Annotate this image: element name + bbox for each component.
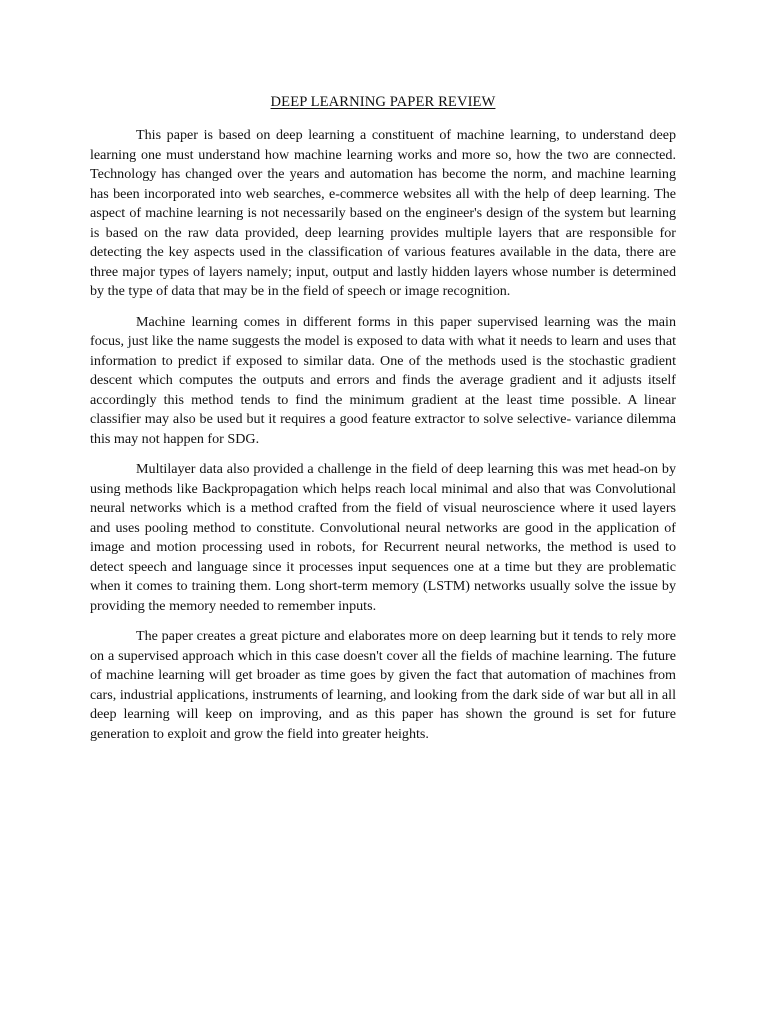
paragraph-4: The paper creates a great picture and elaborates more on deep learning but it tends to rely more on a supervised approach which in this case doesn't cover all the fields of machine learning. The future of machine learning will get broader as time goes by given the fact that automation of machines from cars, industrial applications, instruments of learning, and looking from the dark side of war but all in all deep learning will keep on improving, and as this paper has shown the ground is set for future generation to exploit and grow the field into greater heights. (90, 628, 676, 742)
paragraph-2: Machine learning comes in different forms in this paper supervised learning was the main focus, just like the name suggests the model is exposed to data with what it needs to learn and uses that information to predict if exposed to similar data. One of the methods used is the stochastic gradient descent which computes the outputs and errors and finds the average gradient and it adjusts itself accordingly this method tends to find the minimum gradient at the least time possible. A linear classifier may also be used but it requires a good feature extractor to solve selective- variance dilemma this may not happen for SDG. (90, 313, 676, 447)
document-body (90, 93, 676, 755)
document-title: DEEP LEARNING PAPER REVIEW (270, 94, 496, 110)
paragraph-1: This paper is based on deep learning a constituent of machine learning, to understand deep learning one must understand how machine learning works and more so, how the two are connected. Technology has changed over the years and automation has become the norm, and machine learning has been incorporated into web searches, e-commerce websites all with the help of deep learning. The aspect of machine learning is not necessarily based on the engineer's design of the system but learning is based on the raw data provided, deep learning provides multiple layers that are responsible for detecting the key aspects used in the classification of various features available in the data, there are three major types of layers namely; input, output and lastly hidden layers whose number is determined by the type of data that may be in the field of speech or image recognition. (90, 127, 676, 299)
paragraph-3: Multilayer data also provided a challenge in the field of deep learning this was met head-on by using methods like Backpropagation which helps reach local minimal and also that was Convolutional neural networks which is a method crafted from the field of visual neuroscience where it used layers and uses pooling method to constitute. Convolutional neural networks are good in the application of image and motion processing used in robots, for Recurrent neural networks, the method is used to detect speech and language since it processes input sequences one at a time but they are problematic when it comes to training them. Long short-term memory (LSTM) networks usually solve the issue by providing the memory needed to remember inputs. (90, 461, 676, 614)
